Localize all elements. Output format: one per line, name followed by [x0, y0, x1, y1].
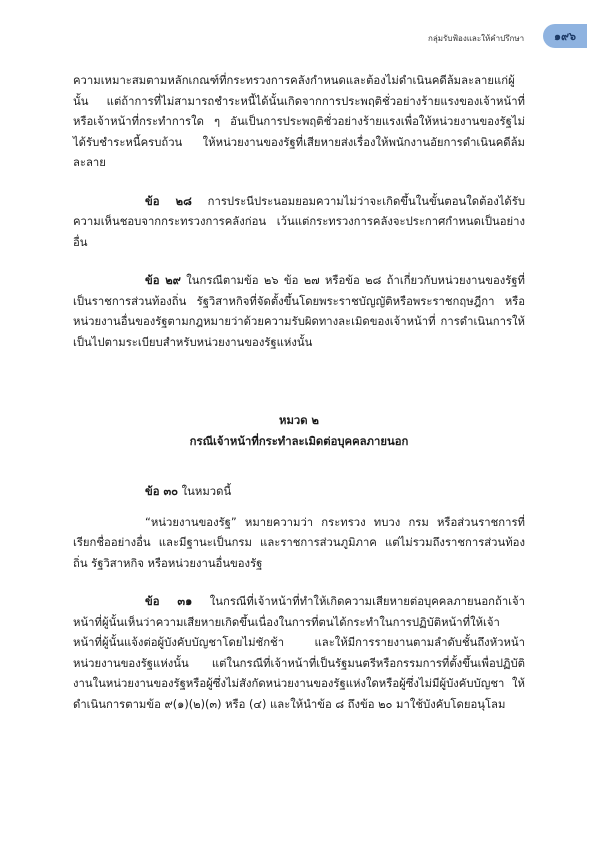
- clause-30-text: ในหมวดนี้: [178, 485, 232, 498]
- clause-31-label: ข้อ ๓๑: [145, 595, 193, 608]
- page-number-badge: ๑๙๖: [543, 24, 587, 48]
- paragraph-continuation: ความเหมาะสมตามหลักเกณฑ์ที่กระทรวงการคลังกำหนดและต้องไม่ดำเนินคดีล้มละลายแก่ผู้นั้น แต่ถ้าการที่ไม่สามารถชำระหนี้ได้นั้นเกิดจากการประพฤติชั่วอย่างร้ายแรงของเจ้าหน้าที่หรือเจ้าหน้าที่กระทำการใด ๆ อันเป็นการประพฤติชั่วอย่างร้ายแรงเพื่อให้หน่วยงานของรัฐไม่ได้รับชำระหนี้ครบถ้วน ให้หน่วยงานของรัฐที่เสียหายส่งเรื่องให้พนักงานอัยการดำเนินคดีล้มละลาย: [73, 74, 525, 169]
- clause-28-text: การประนีประนอมยอมความไม่ว่าจะเกิดขึ้นในขั้นตอนใดต้องได้รับความเห็นชอบจากกระทรวงการคลังก่อน เว้นแต่กระทรวงการคลังจะประกาศกำหนดเป็นอย่างอื่น: [73, 194, 525, 249]
- clause-30-label: ข้อ ๓๐: [145, 485, 179, 498]
- clause-30: [73, 482, 525, 503]
- clause-28: [73, 192, 525, 254]
- clause-31-text: ในกรณีที่เจ้าหน้าที่ทำให้เกิดความเสียหายต่อบุคคลภายนอกถ้าเจ้าหน้าที่ผู้นั้นเห็นว่าความเสียหายเกิดขึ้นเนื่องในการที่ตนได้กระทำในการปฏิบัติหน้าที่ให้เจ้าหน้าที่ผู้นั้นแจ้งต่อผู้บังคับบัญชาโดยไม่ชักช้า และให้มีการรายงานตามลำดับชั้นถึงหัวหน้าหน่วยงานของรัฐแห่งนั้น แต่ในกรณีที่เจ้าหน้าที่เป็นรัฐมนตรีหรือกรรมการที่ตั้งขึ้นเพื่อปฏิบัติงานในหน่วยงานของรัฐหรือผู้ซึ่งไม่สังกัดหน่วยงานของรัฐแห่งใดหรือผู้ซึ่งไม่มีผู้บังคับบัญชา ให้ดำเนินการตามข้อ ๙(๑)(๒)(๓) หรือ (๔) และให้นำข้อ ๘ ถึงข้อ ๒๐ มาใช้บังคับโดยอนุโลม: [73, 595, 525, 711]
- page-header-text: กลุ่มรับฟ้องและให้คำปรึกษา: [428, 34, 525, 43]
- chapter-heading: หมวด ๒: [279, 414, 319, 427]
- clause-29: [73, 271, 525, 353]
- chapter-title: กรณีเจ้าหน้าที่กระทำละเมิดต่อบุคคลภายนอก: [189, 434, 409, 448]
- document-body: [73, 71, 525, 715]
- clause-31: [73, 592, 525, 715]
- clause-29-text: ในกรณีตามข้อ ๒๖ ข้อ ๒๗ หรือข้อ ๒๘ ถ้าเกี่ยวกับหน่วยงานของรัฐที่เป็นราชการส่วนท้องถิ่น รัฐวิสาหกิจที่จัดตั้งขึ้นโดยพระราชบัญญัติหรือพระราชกฤษฎีกา หรือหน่วยงานอื่นของรัฐตามกฎหมายว่าด้วยความรับผิดทางละเมิดของเจ้าหน้าที่ การดำเนินการให้เป็นไปตามระเบียบสำหรับหน่วยงานของรัฐแห่งนั้น: [73, 274, 525, 349]
- clause-29-label: ข้อ ๒๙: [145, 274, 181, 287]
- definition-paragraph: “หน่วยงานของรัฐ” หมายความว่า กระทรวง ทบวง กรม หรือส่วนราชการที่เรียกชื่ออย่างอื่น และมีฐานะเป็นกรม และราชการส่วนภูมิภาค แต่ไม่รวมถึงราชการส่วนท้องถิ่น รัฐวิสาหกิจ หรือหน่วยงานอื่นของรัฐ: [73, 515, 525, 570]
- clause-28-label: ข้อ ๒๘: [145, 194, 192, 208]
